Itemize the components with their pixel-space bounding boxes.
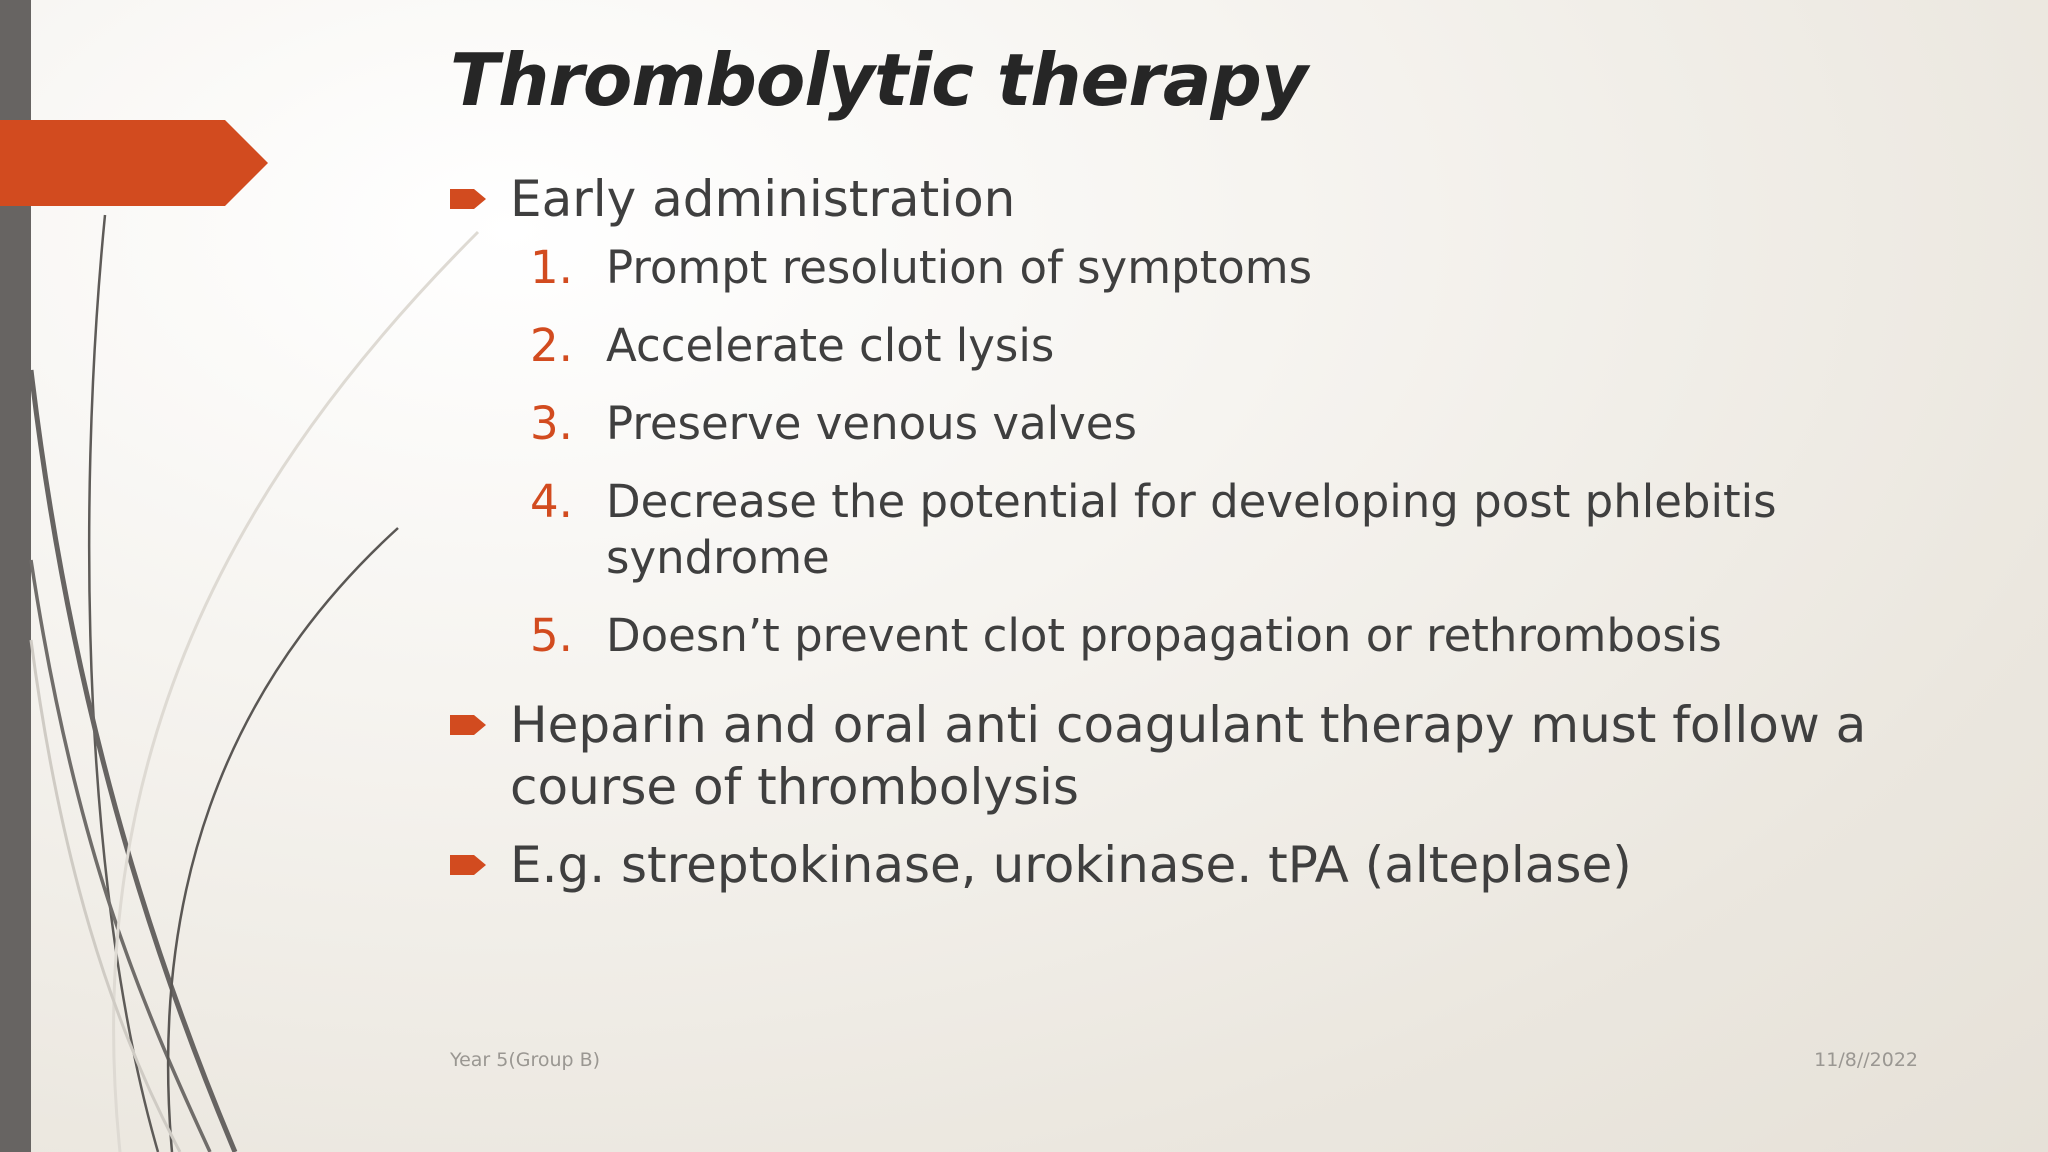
bullet-heparin (450, 694, 1950, 818)
list-item (530, 608, 1950, 664)
list-item-text: Doesn’t prevent clot propagation or rethrombosis (606, 609, 1722, 662)
slide-content (450, 168, 1950, 896)
arrow-bullet-icon (450, 834, 510, 896)
list-item (530, 474, 1950, 586)
list-item-text: Accelerate clot lysis (606, 319, 1055, 372)
footer-group-label: Year 5(Group B) (450, 1049, 601, 1071)
slide-title: Thrombolytic therapy (450, 38, 1307, 122)
list-number: 5. (530, 609, 573, 662)
bullet-examples (450, 834, 1950, 896)
bullet-text: Heparin and oral anti coagulant therapy must follow a course of thrombolysis (510, 696, 1867, 816)
footer-date: 11/8//2022 (1814, 1049, 1918, 1071)
list-number: 3. (530, 397, 573, 450)
list-item (530, 240, 1950, 296)
list-item-text: Prompt resolution of symptoms (606, 241, 1313, 294)
list-item-text: Decrease the potential for developing post phlebitis syndrome (606, 475, 1777, 584)
list-number: 2. (530, 319, 573, 372)
arrow-bullet-icon (450, 694, 510, 756)
bullet-text: Early administration (510, 170, 1016, 228)
list-item-text: Preserve venous valves (606, 397, 1137, 450)
bullet-text: E.g. streptokinase, urokinase. tPA (alteplase) (510, 836, 1632, 894)
numbered-list (450, 240, 1950, 664)
bullet-early-administration (450, 168, 1950, 230)
list-item (530, 318, 1950, 374)
list-item (530, 396, 1950, 452)
orange-arrow-banner (0, 120, 270, 206)
list-number: 1. (530, 241, 573, 294)
arrow-bullet-icon (450, 168, 510, 230)
list-number: 4. (530, 475, 573, 528)
